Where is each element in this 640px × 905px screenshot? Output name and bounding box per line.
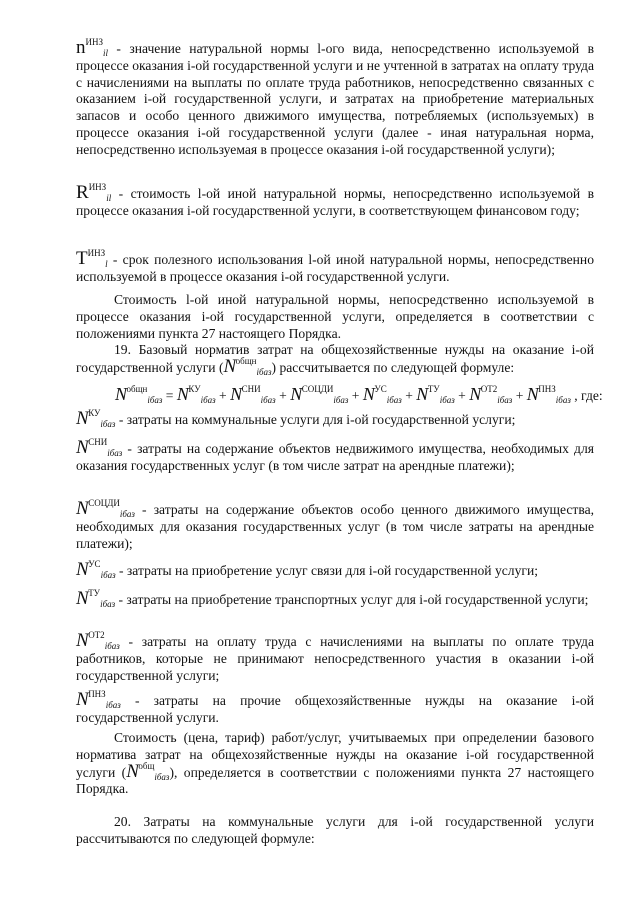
symbol-n-inz: $n^{ИНЗ}_{il}$ <box>76 37 109 58</box>
symbol-t-inz: $T^{ИНЗ}_l$ <box>76 248 108 269</box>
definition-sni: $N^{СНИ}_{iбаз}$ - затраты на содержание объектов недвижимого имущества, необходимых для оказания государственных услуг (в том числе затрат на арендные платежи); <box>76 437 594 473</box>
symbol-n-obshch: $N^{общн}_{iбаз}$ <box>223 355 272 377</box>
symbol-n-obshch-2: $N^{общ}_{iбаз}$ <box>126 760 170 782</box>
definition-ku: $N^{КУ}_{iбаз}$ - затраты на коммунальные услуги для i-ой государственной услуги; <box>76 408 516 429</box>
paragraph-20: 20. Затраты на коммунальные услуги для i-ой государственной услуги рассчитываются по следующей формуле: <box>76 814 594 846</box>
paragraph-r-inz: $R^{ИНЗ}_{il}$ - стоимость l-ой иной натуральной нормы, непосредственно используемой в процессе оказания i-ой государственной услуги, в соответствующем финансовом году; <box>76 182 594 218</box>
paragraph-t-inz: $T^{ИНЗ}_l$ - срок полезного использования l-ой иной натуральной нормы, непосредственно используемой в процессе оказания i-ой государственной услуги. <box>76 248 594 284</box>
paragraph-cost-inz: Стоимость l-ой иной натуральной нормы, непосредственно используемой в процессе оказания i-ой государственной услуги, определяется в соответствии с положениями пункта 27 настоящего Порядка. <box>76 292 594 341</box>
symbol-r-inz: $R^{ИНЗ}_{il}$ <box>76 182 112 203</box>
paragraph-19: 19. Базовый норматив затрат на общехозяйственные нужды на оказание i-ой государственной услуги $(N^{общн}_{iбаз})$ рассчитывается по следующей формуле: <box>76 342 594 377</box>
paragraph-n-inz: $n^{ИНЗ}_{il}$ - значение натуральной нормы l-ого вида, непосредственно используемой в процессе оказания i-ой государственной услуги и не учтенной в затратах на оплату труда с начислениями на выплаты по оплате труда работников, непосредственно связанных с оказанием i-ой государственной услуги, и затратах на приобретение материальных запасов и особо ценного движимого имущества, потребляемых (используемых) в процессе оказания i-ой государственной услуги (далее - иная натуральная норма, непосредственно используемая в процессе оказания i-ой государственной услуги); <box>76 37 594 157</box>
definition-tu: $N^{ТУ}_{iбаз}$ - затраты на приобретение транспортных услуг для i-ой государственной услуги; <box>76 588 589 609</box>
definition-ot2: $N^{ОТ2}_{iбаз}$ - затраты на оплату труда с начислениями на выплаты по оплате труда работников, которые не принимают непосредственного участия в оказании i-ой государственной услуги; <box>76 630 594 683</box>
definition-pnz: $N^{ПНЗ}_{iбаз}$ - затраты на прочие общехозяйственные нужды на оказание i-ой государственной услуги. <box>76 689 594 725</box>
definition-us: $N^{УС}_{iбаз}$ - затраты на приобретение услуг связи для i-ой государственной услуги; <box>76 559 538 580</box>
paragraph-cost-obshch: Стоимость (цена, тариф) работ/услуг, учитываемых при определении базового норматива затрат на общехозяйственные нужды на оказание i-ой государственной услуги $(N^{общ}_{iбаз})$, определяется в соответствии с положениями пункта 27 настоящего Порядка. <box>76 730 594 797</box>
formula-obshch: $N^{общн}_{iбаз} = N^{КУ}_{iбаз} + N^{СНИ}_{iбаз} + N^{СОЦДИ}_{iбаз} + N^{УС}_{iбаз} + N^{ТУ}_{iбаз} + N^{ОТ2}_{iбаз} + N^{ПНЗ}_{iбаз}$ , где: <box>115 384 603 405</box>
definition-socdi: $N^{СОЦДИ}_{iбаз}$ - затраты на содержание объектов особо ценного движимого имущества, необходимых для оказания государственных услуг (в том числе затраты на арендные платежи); <box>76 498 594 551</box>
